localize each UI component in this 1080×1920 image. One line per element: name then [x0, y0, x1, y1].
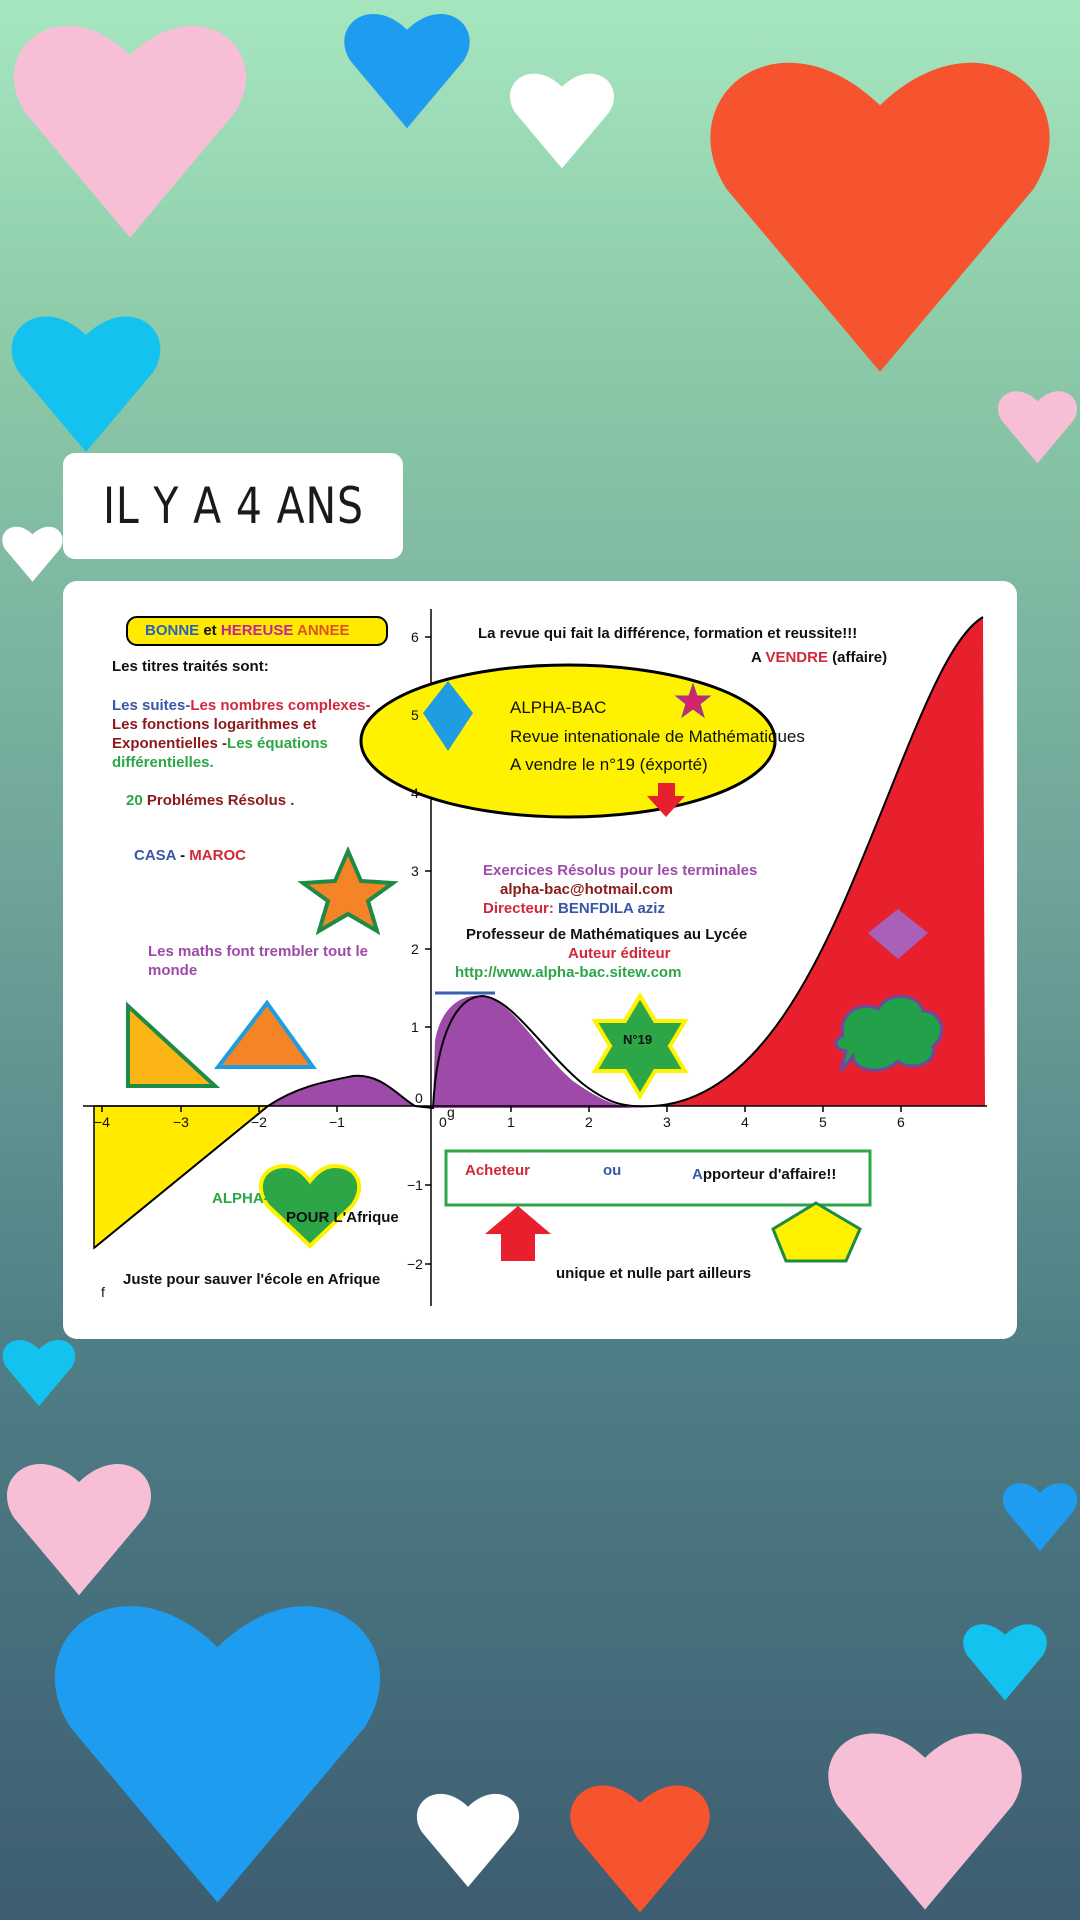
white-heart-icon: [503, 62, 621, 174]
poster-card[interactable]: [63, 581, 1017, 1339]
new-year-banner: BONNE et HEREUSE ANNEE: [145, 622, 350, 639]
ellipse-line2: Revue intenationale de Mathématiques: [510, 727, 805, 746]
x-tick-label: 5: [819, 1114, 827, 1130]
topics-line4: différentielles.: [112, 754, 214, 771]
director-line: Directeur: BENFDILA aziz: [483, 900, 665, 917]
pink-heart-icon: [790, 1712, 1060, 1920]
memory-chip[interactable]: [63, 453, 403, 559]
professor-line: Professeur de Mathématiques au Lycée: [466, 926, 748, 943]
blue-heart-icon: [1000, 1465, 1080, 1565]
topics-line3: Exponentielles -Les équations: [112, 735, 328, 752]
pink-heart-icon: [995, 375, 1080, 475]
topics-line2: Les fonctions logarithmes et: [112, 716, 317, 733]
g-label: g: [447, 1104, 455, 1120]
y-tick-label: 5: [411, 707, 419, 723]
x-tick-label: −2: [251, 1114, 267, 1130]
buyer-label: Acheteur: [465, 1162, 531, 1179]
for-sale-label: A VENDRE (affaire): [751, 649, 888, 666]
white-heart-icon: [0, 510, 65, 595]
x-tick-label: −3: [173, 1114, 189, 1130]
apporteur-label: Apporteur d'affaire!!: [692, 1166, 837, 1183]
heart-text-line1: ALPHA-BAC: [212, 1190, 302, 1207]
topics-line1: Les suites-Les nombres complexes-: [112, 697, 371, 714]
y-tick-label: 4: [411, 785, 419, 801]
yellow-pentagon-icon: [773, 1203, 860, 1261]
y-tick-label: 0: [415, 1090, 423, 1106]
unique-line: unique et nulle part ailleurs: [556, 1265, 752, 1282]
issue-badge: N°19: [623, 1032, 653, 1047]
save-school-line: Juste pour sauver l'école en Afrique: [123, 1271, 381, 1288]
x-tick-label: 0: [439, 1114, 447, 1130]
pink-heart-icon: [0, 0, 260, 250]
author-line: Auteur éditeur: [568, 945, 671, 962]
red-arrow-up-icon: [485, 1206, 551, 1261]
cyan-heart-icon: [0, 1330, 78, 1412]
x-tick-label: −1: [329, 1114, 345, 1130]
x-tick-label: 6: [897, 1114, 905, 1130]
ellipse-line3: A vendre le n°19 (éxporté): [510, 755, 708, 774]
poster-graphic: [63, 581, 1017, 1339]
x-tick-label: 3: [663, 1114, 671, 1130]
x-tick-label: −4: [94, 1114, 110, 1130]
blue-heart-icon: [322, 0, 492, 135]
y-tick-label: 3: [411, 863, 419, 879]
blue-heart-icon: [25, 1570, 410, 1920]
y-tick-label: 1: [411, 1019, 419, 1035]
x-tick-label: 2: [585, 1114, 593, 1130]
maths-line2: monde: [148, 962, 198, 979]
red-heart-icon: [680, 25, 1080, 390]
white-heart-icon: [413, 1780, 523, 1895]
f-label: f: [101, 1284, 105, 1300]
x-tick-label: 1: [507, 1114, 515, 1130]
problems-count: 20 Problémes Résolus .: [126, 792, 295, 809]
orange-star-icon: [303, 851, 393, 931]
cyan-heart-icon: [955, 1615, 1055, 1705]
cyan-heart-icon: [0, 300, 172, 460]
orange-triangle-icon: [218, 1003, 313, 1067]
email-line: alpha-bac@hotmail.com: [500, 881, 673, 898]
exercises-line: Exercices Résolus pour les terminales: [483, 862, 758, 879]
x-tick-label: 4: [741, 1114, 749, 1130]
slogan: La revue qui fait la différence, formation et reussite!!!: [478, 625, 858, 642]
yellow-triangle-icon: [128, 1006, 215, 1086]
y-tick-label: −2: [407, 1256, 423, 1272]
heart-text-line2: POUR L'Afrique: [286, 1209, 399, 1226]
ellipse-title: ALPHA-BAC: [510, 698, 607, 717]
location-label: CASA - MAROC: [134, 847, 246, 864]
y-tick-label: 6: [411, 629, 419, 645]
topics-title: Les titres traités sont:: [112, 658, 269, 675]
memory-label: IL Y A 4 ANS: [103, 477, 364, 535]
y-tick-label: −1: [407, 1177, 423, 1193]
website-link[interactable]: http://www.alpha-bac.sitew.com: [455, 964, 682, 981]
maths-line1: Les maths font trembler tout le: [148, 943, 369, 960]
y-tick-label: 2: [411, 941, 419, 957]
or-label: ou: [603, 1162, 622, 1179]
red-heart-icon: [550, 1770, 730, 1920]
